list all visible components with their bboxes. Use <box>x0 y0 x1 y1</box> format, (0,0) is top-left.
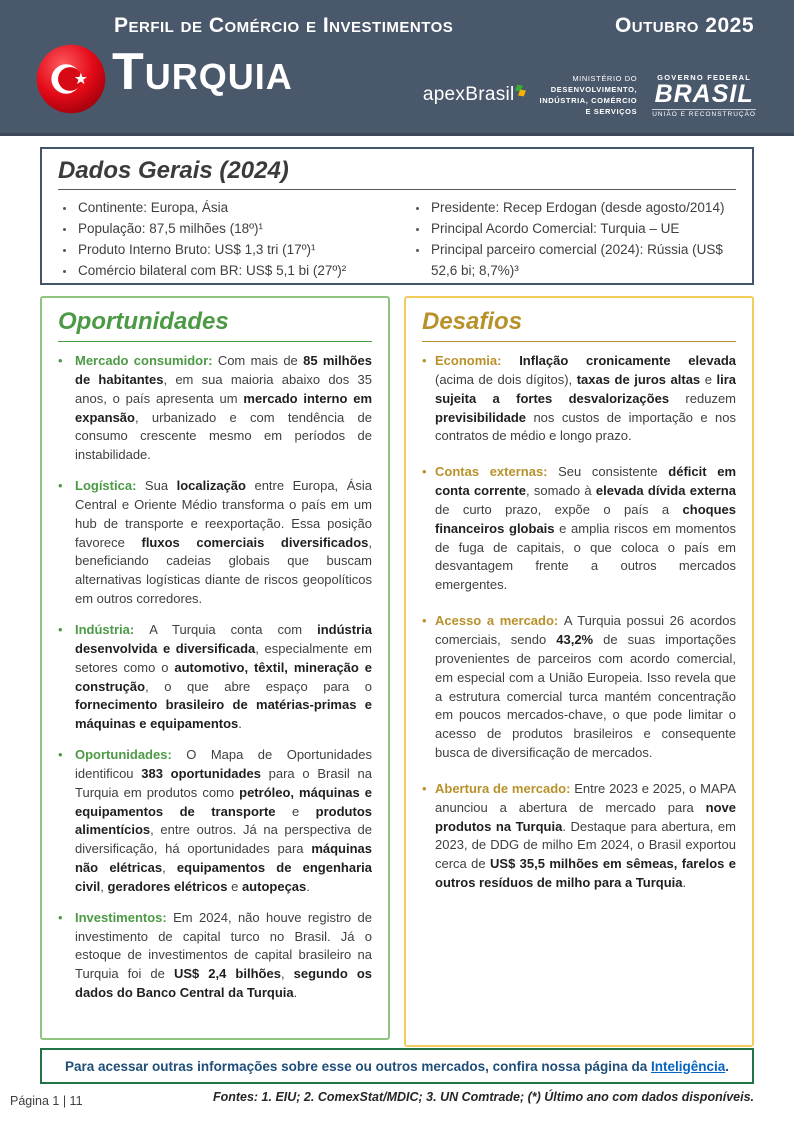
general-list-left <box>58 198 383 282</box>
bullet-lead: Economia: <box>435 353 520 368</box>
info-text-after: . <box>725 1058 730 1074</box>
general-data-box <box>40 147 754 285</box>
bullet-lead: Acesso a mercado: <box>435 613 564 629</box>
list-item: • Presidente: Recep Erdogan (desde agosto/2014) <box>429 198 736 219</box>
bullet-lead: Abertura de mercado: <box>435 780 575 796</box>
info-banner <box>40 1048 754 1084</box>
bullet-item: • Logística: Sua localização entre Europa, Ásia Central e Oriente Médio transforma o país em um hub de transporte e reexportação. Essa posição favorece fluxos comerciais diversificados, beneficiando cadeias globais que buscam alternativas logísticas diante de riscos geopolíticos em outros corredores. <box>58 477 372 609</box>
sources-note: Fontes: 1. EIU; 2. ComexStat/MDIC; 3. UN Comtrade; (*) Último ano com dados disponíveis. <box>212 1090 754 1104</box>
report-kicker: Perfil de Comércio e Investimentos <box>114 14 454 37</box>
challenges-list <box>422 352 736 893</box>
inteligencia-link[interactable]: Inteligência <box>650 1058 726 1074</box>
bullet-lead: Contas externas: <box>435 464 559 480</box>
opportunities-title: Oportunidades <box>58 308 372 342</box>
list-item: • Principal parceiro comercial (2024): Rússia (US$ 52,6 bi; 8,7%)³ <box>429 240 736 282</box>
bullet-lead: Investimentos: <box>75 909 174 925</box>
apexbrasil-logo: apexBrasil <box>423 84 525 106</box>
bullet-item: • Contas externas: Seu consistente déficit em conta corrente, somado à elevada dívida externa de curto prazo, expõe o país a choques financeiros globais e amplia riscos em momentos de fuga de capitais, o que coloca o país em desvantagem frente a outros mercados emergentes. <box>422 463 736 595</box>
issue-date: Outubro 2025 <box>614 14 754 37</box>
bullet-item: • Acesso a mercado: A Turquia possui 26 acordos comerciais, sendo 43,2% de suas importações provenientes de parceiros com acordo comercial, em especial com a União Europeia. Isso revela que a estrutura comercial turca mantém concentração em poucos mercados-chave, o que pode limitar o acesso de produtos brasileiros e consequente busca de diversificação de mercados. <box>422 612 736 763</box>
list-item: • Comércio bilateral com BR: US$ 5,1 bi (27º)² <box>76 261 383 282</box>
list-item: • População: 87,5 milhões (18º)¹ <box>76 219 383 240</box>
bullet-item: • Economia: Inflação cronicamente elevada (acima de dois dígitos), taxas de juros altas e lira sujeita a fortes desvalorizações reduzem previsibilidade nos custos de importação e nos contratos de médio e longo prazo. <box>422 352 736 446</box>
turkey-flag-icon <box>36 44 106 114</box>
bullet-item: • Abertura de mercado: Entre 2023 e 2025, o MAPA anunciou a abertura de mercado para nove produtos na Turquia. Destaque para abertura, em 2023, de DDG de milho Em 2024, o Brasil exportou cerca de US$ 35,5 milhões em sêmeas, farelos e outros resíduos de milho para a Turquia. <box>422 780 736 893</box>
ministry-logo: MINISTÉRIO DO DESENVOLVIMENTO, INDÚSTRIA, COMÉRCIO E SERVIÇOS <box>539 73 638 117</box>
general-list-right <box>411 198 736 282</box>
challenges-title: Desafios <box>422 308 736 342</box>
bullet-lead: Logística: <box>75 478 145 494</box>
list-item: • Principal Acordo Comercial: Turquia – UE <box>429 219 736 240</box>
country-title: Turquia <box>112 43 293 101</box>
opportunities-list <box>58 352 372 1003</box>
bullet-item: • Mercado consumidor: Com mais de 85 milhões de habitantes, em sua maioria abaixo dos 35 anos, o país apresenta um mercado interno em expansão, urbanizado e com tendência de consumo crescente mesmo em períodos de instabilidade. <box>58 352 372 465</box>
page-header <box>0 0 794 136</box>
bullet-item: • Indústria: A Turquia conta com indústria desenvolvida e diversificada, especialmente em setores como o automotivo, têxtil, mineração e construção, o que abre espaço para o fornecimento brasileiro de matérias-primas e máquinas e equipamentos. <box>58 621 372 734</box>
list-item: • Produto Interno Bruto: US$ 1,3 tri (17º)¹ <box>76 240 383 261</box>
logo-row <box>422 66 756 124</box>
governo-federal-logo: GOVERNO FEDERAL BRASIL UNIÃO E RECONSTRUÇÃO <box>652 72 756 118</box>
bullet-lead: Indústria: <box>75 621 150 637</box>
general-data-title: Dados Gerais (2024) <box>58 157 736 190</box>
apex-yellow-mark <box>518 90 526 97</box>
bullet-lead: Mercado consumidor: <box>75 353 218 368</box>
opportunities-panel <box>40 296 390 1040</box>
bullet-item: • Investimentos: Em 2024, não houve registro de investimento de capital turco no Brasil. Já o estoque de investimentos de capital brasileiro na Turquia foi de US$ 2,4 bilhões, segundo os dados do Banco Central da Turquia. <box>58 909 372 1003</box>
bullet-item: • Oportunidades: O Mapa de Oportunidades identificou 383 oportunidades para o Brasil na Turquia em produtos como petróleo, máquinas e equipamentos de transporte e produtos alimentícios, entre outros. Já na perspectiva de diversificação, há oportunidades para máquinas não elétricas, equipamentos de engenharia civil, geradores elétricos e autopeças. <box>58 746 372 897</box>
page-number: Página 1 | 11 <box>10 1094 83 1108</box>
info-text-before: Para acessar outras informações sobre esse ou outros mercados, confira nossa página da <box>64 1058 651 1074</box>
list-item: • Continente: Europa, Ásia <box>76 198 383 219</box>
challenges-panel <box>404 296 754 1047</box>
bullet-lead: Oportunidades: <box>75 747 187 763</box>
